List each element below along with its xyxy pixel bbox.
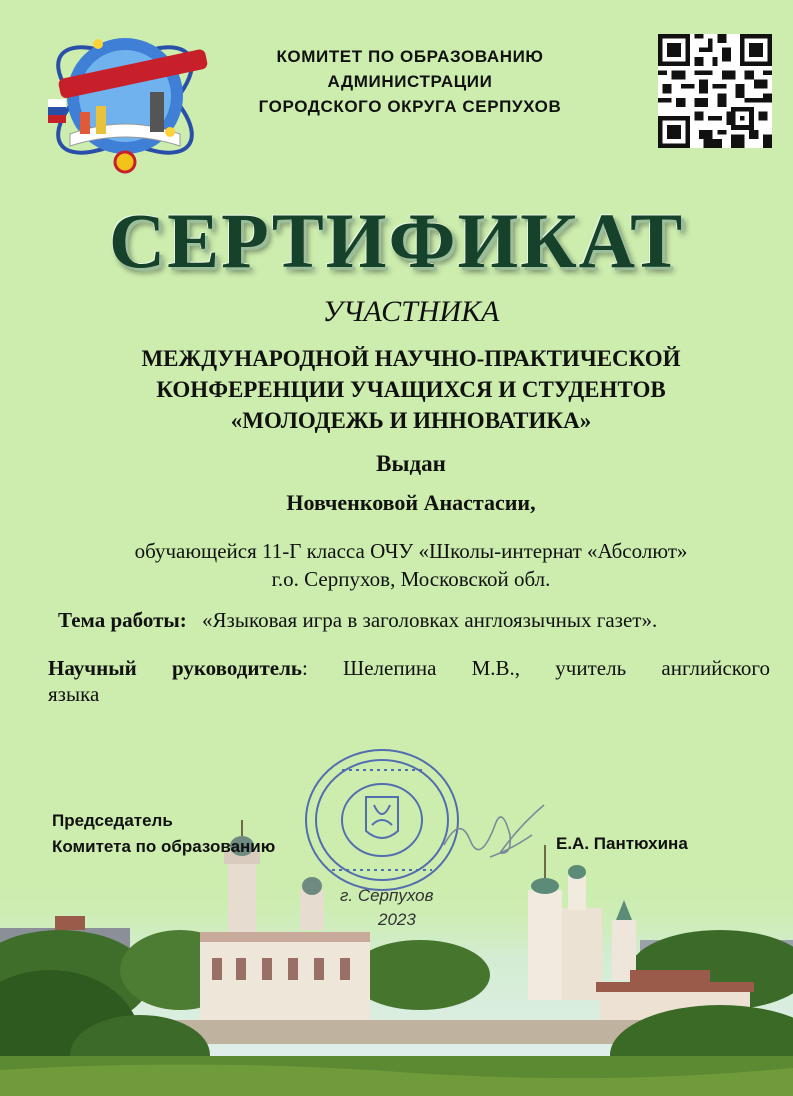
certificate-title: СЕРТИФИКАТ (108, 197, 685, 284)
chairman-line: Председатель (52, 811, 173, 830)
supervisor-value-cont: языка (48, 682, 100, 706)
topic-label: Тема работы: (58, 608, 187, 632)
committee-line: КОМИТЕТ ПО ОБРАЗОВАНИЮ (276, 47, 544, 66)
conference-line: МЕЖДУНАРОДНОЙ НАУЧНО-ПРАКТИЧЕСКОЙ (141, 346, 681, 371)
study-line: г.о. Серпухов, Московской обл. (271, 567, 551, 591)
topic-value: «Языковая игра в заголовках англоязычных газет». (202, 608, 658, 632)
conference-line: КОНФЕРЕНЦИИ УЧАЩИХСЯ И СТУДЕНТОВ (156, 377, 666, 402)
conference-emblem-icon (40, 14, 210, 182)
topic-row (58, 608, 657, 633)
supervisor-row (48, 654, 770, 682)
supervisor-label: Научный руководитель (48, 656, 302, 680)
committee-header (235, 44, 585, 119)
study-line: обучающейся 11-Г класса ОЧУ «Школы-интернат «Абсолют» (134, 539, 688, 563)
qr-code-icon (658, 34, 772, 148)
issue-year: 2023 (378, 910, 416, 929)
conference-line: «МОЛОДЕЖЬ И ИННОВАТИКА» (230, 408, 592, 433)
chairman-line: Комитета по образованию (52, 837, 276, 856)
issued-label: Выдан (376, 451, 446, 476)
official-seal-icon (302, 745, 462, 895)
chairman-title (52, 808, 275, 860)
recipient-name: Новченковой Анастасии, (286, 490, 536, 515)
issue-city: г. Серпухов (340, 886, 434, 905)
conference-name (0, 343, 793, 436)
signer-name: Е.А. Пантюхина (556, 834, 688, 853)
supervisor-value: : Шелепина М.В., учитель английского (301, 656, 770, 680)
handwritten-signature-icon (440, 795, 550, 875)
committee-line: АДМИНИСТРАЦИИ (327, 72, 493, 91)
committee-line: ГОРОДСКОГО ОКРУГА СЕРПУХОВ (258, 97, 562, 116)
certificate-subtitle: УЧАСТНИКА (322, 295, 500, 328)
study-info (0, 537, 793, 593)
